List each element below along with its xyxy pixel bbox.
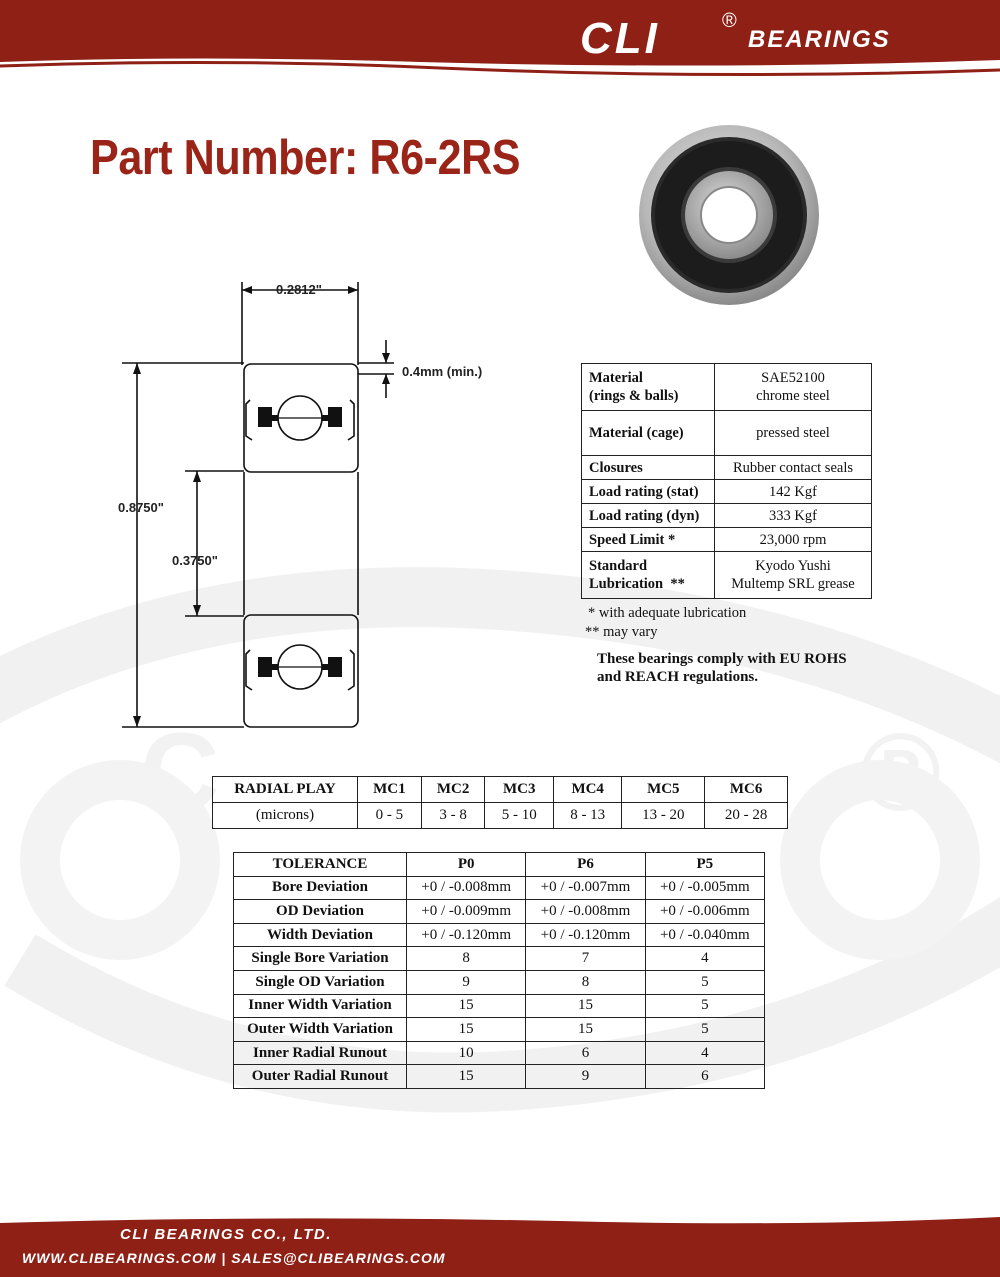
radial-play-table: [212, 776, 788, 829]
tolerance-value: 8: [526, 970, 645, 994]
spec-key-line: Material: [589, 370, 643, 386]
spec-key: Load rating (stat): [582, 480, 715, 504]
radial-play-class: MC3: [485, 777, 553, 803]
tolerance-value: 10: [407, 1041, 526, 1065]
logo-bearings-text: BEARINGS: [748, 26, 891, 53]
radial-play-header-row: [213, 777, 788, 803]
tolerance-value: 5: [645, 994, 764, 1018]
spec-key-line: (rings & balls): [589, 388, 679, 404]
logo-registered-mark: ®: [722, 10, 737, 32]
tolerance-row-label: Single OD Variation: [234, 970, 407, 994]
chamfer-dimension-label: 0.4mm (min.): [402, 364, 483, 379]
tolerance-value: 4: [645, 947, 764, 971]
radial-play-values-row: [213, 803, 788, 829]
spec-row: [582, 480, 872, 504]
tolerance-value: 15: [407, 1018, 526, 1042]
page-title: Part Number: R6-2RS: [90, 131, 521, 185]
radial-play-value: 3 - 8: [421, 803, 485, 829]
tolerance-value: +0 / -0.120mm: [526, 923, 645, 947]
compliance-line-2: and REACH regulations.: [597, 669, 759, 685]
spec-row: [582, 364, 872, 411]
radial-play-class: MC2: [421, 777, 485, 803]
spec-key: Material (cage): [582, 411, 715, 456]
svg-text:®: ®: [860, 711, 942, 834]
radial-play-unit: (microns): [213, 803, 358, 829]
tolerance-row: [234, 876, 765, 900]
tolerance-row-label: OD Deviation: [234, 900, 407, 924]
spec-key: Load rating (dyn): [582, 504, 715, 528]
logo-cli-text: CLI: [580, 14, 660, 63]
tolerance-row: [234, 900, 765, 924]
radial-play-value: 0 - 5: [358, 803, 422, 829]
tolerance-header: P0: [407, 853, 526, 877]
spec-key: Speed Limit *: [582, 528, 715, 552]
spec-value: SAE52100 chrome steel: [715, 364, 872, 411]
width-dimension-label: 0.2812": [276, 282, 322, 297]
tolerance-value: 8: [407, 947, 526, 971]
tolerance-value: +0 / -0.005mm: [645, 876, 764, 900]
radial-play-class: MC1: [358, 777, 422, 803]
footnote-may-vary: ** may vary: [585, 624, 658, 640]
tolerance-value: +0 / -0.007mm: [526, 876, 645, 900]
bore-diameter-label: 0.3750": [172, 553, 218, 568]
spec-value: pressed steel: [715, 411, 872, 456]
tolerance-row-label: Single Bore Variation: [234, 947, 407, 971]
tolerance-header: P6: [526, 853, 645, 877]
radial-play-value: 13 - 20: [622, 803, 705, 829]
outer-diameter-label: 0.8750": [118, 500, 164, 515]
tolerance-value: 6: [526, 1041, 645, 1065]
spec-value: Kyodo Yushi Multemp SRL grease: [715, 552, 872, 599]
spec-value: 333 Kgf: [715, 504, 872, 528]
spec-value: 23,000 rpm: [715, 528, 872, 552]
svg-text:C: C: [140, 711, 220, 834]
tolerance-table: [233, 852, 765, 1089]
spec-value: 142 Kgf: [715, 480, 872, 504]
compliance-note: [597, 650, 847, 686]
tolerance-row: [234, 1018, 765, 1042]
tolerance-value: 15: [526, 994, 645, 1018]
tolerance-row-label: Inner Radial Runout: [234, 1041, 407, 1065]
tolerance-row-label: Outer Width Variation: [234, 1018, 407, 1042]
spec-key: Closures: [582, 456, 715, 480]
tolerance-value: 15: [407, 994, 526, 1018]
tolerance-value: 15: [526, 1018, 645, 1042]
tolerance-value: 5: [645, 1018, 764, 1042]
tolerance-value: +0 / -0.120mm: [407, 923, 526, 947]
tolerance-value: 4: [645, 1041, 764, 1065]
tolerance-header: TOLERANCE: [234, 853, 407, 877]
tolerance-value: +0 / -0.008mm: [526, 900, 645, 924]
tolerance-row: [234, 994, 765, 1018]
radial-play-label: RADIAL PLAY: [213, 777, 358, 803]
footer-contact: WWW.CLIBEARINGS.COM | SALES@CLIBEARINGS.COM: [22, 1250, 446, 1266]
footnote-lubrication: * with adequate lubrication: [588, 605, 747, 621]
tolerance-row: [234, 1065, 765, 1089]
tolerance-body: [234, 876, 765, 1088]
spec-table: [581, 363, 872, 599]
tolerance-value: 7: [526, 947, 645, 971]
tolerance-value: +0 / -0.040mm: [645, 923, 764, 947]
spec-row: [582, 504, 872, 528]
tolerance-row: [234, 923, 765, 947]
tolerance-value: 15: [407, 1065, 526, 1089]
radial-play-value: 5 - 10: [485, 803, 553, 829]
tolerance-value: 9: [526, 1065, 645, 1089]
tolerance-value: +0 / -0.006mm: [645, 900, 764, 924]
radial-play-value: 20 - 28: [705, 803, 788, 829]
compliance-line-1: These bearings comply with EU ROHS: [597, 651, 847, 667]
radial-play-value: 8 - 13: [553, 803, 621, 829]
radial-play-class: MC5: [622, 777, 705, 803]
spec-key: [582, 364, 715, 411]
spec-value: Rubber contact seals: [715, 456, 872, 480]
spec-row: [582, 456, 872, 480]
tolerance-value: 9: [407, 970, 526, 994]
tolerance-value: +0 / -0.008mm: [407, 876, 526, 900]
tolerance-row: [234, 947, 765, 971]
tolerance-row-label: Inner Width Variation: [234, 994, 407, 1018]
tolerance-value: +0 / -0.009mm: [407, 900, 526, 924]
bearing-photo: [635, 120, 827, 312]
spec-row: [582, 411, 872, 456]
tolerance-value: 6: [645, 1065, 764, 1089]
radial-play-class: MC6: [705, 777, 788, 803]
spec-row: [582, 528, 872, 552]
tolerance-header: P5: [645, 853, 764, 877]
tolerance-value: 5: [645, 970, 764, 994]
tolerance-row: [234, 1041, 765, 1065]
tolerance-row: [234, 970, 765, 994]
radial-play-class: MC4: [553, 777, 621, 803]
footer-company-name: CLI BEARINGS CO., LTD.: [120, 1226, 332, 1243]
tolerance-row-label: Bore Deviation: [234, 876, 407, 900]
spec-key: Standard Lubrication **: [582, 552, 715, 599]
tolerance-row-label: Outer Radial Runout: [234, 1065, 407, 1089]
spec-row: [582, 552, 872, 599]
tolerance-row-label: Width Deviation: [234, 923, 407, 947]
tolerance-header-row: [234, 853, 765, 877]
